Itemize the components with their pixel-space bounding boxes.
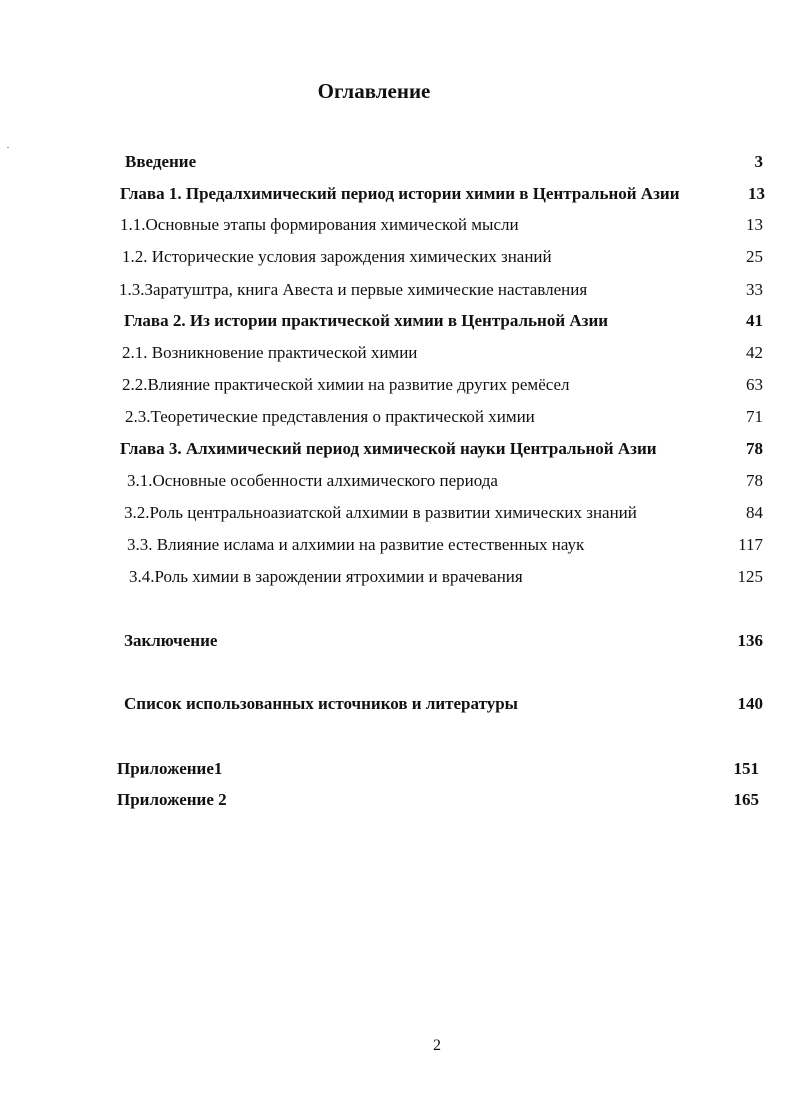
toc-entry-conclusion[interactable] (124, 629, 763, 653)
toc-entry-section-2-2[interactable] (122, 373, 763, 397)
toc-entry-section-1-2[interactable] (122, 245, 763, 269)
toc-entry-text: 3.3. Влияние ислама и алхимии на развитие естественных наук (127, 535, 585, 554)
toc-entry-text: Глава 3. Алхимический период химической науки Центральной Азии (120, 439, 657, 458)
toc-entry-section-1-1[interactable] (120, 213, 763, 237)
toc-entry-text: Глава 2. Из истории практической химии в Центральной Азии (124, 311, 609, 330)
toc-entry-text: Заключение (124, 631, 218, 650)
toc-entry-page: 117 (738, 535, 763, 554)
toc-entry-text: 3.1.Основные особенности алхимического периода (127, 471, 498, 490)
toc-entry-page: 151 (733, 759, 759, 778)
toc-entry-page: 13 (746, 215, 763, 234)
toc-entry-text: Приложение 2 (117, 790, 227, 809)
toc-entry-appendix-2[interactable] (117, 788, 759, 812)
scan-speck (7, 147, 9, 148)
toc-entry-text: Приложение1 (117, 759, 223, 778)
toc-entry-page: 165 (733, 790, 759, 809)
toc-entry-section-3-1[interactable] (127, 469, 763, 493)
toc-entry-text: 2.2.Влияние практической химии на развитие других ремёсел (122, 375, 570, 394)
toc-entry-section-3-3[interactable] (127, 533, 763, 557)
toc-entry-section-3-4[interactable] (129, 565, 763, 589)
toc-entry-page: 3 (754, 152, 763, 171)
toc-entry-section-2-1[interactable] (122, 341, 763, 365)
toc-entry-page: 42 (746, 343, 763, 362)
toc-entry-introduction[interactable] (125, 150, 763, 174)
toc-entry-text: 1.1.Основные этапы формирования химической мысли (120, 215, 519, 234)
toc-entry-section-1-3[interactable] (119, 278, 763, 302)
toc-entry-text: 3.2.Роль центральноазиатской алхимии в развитии химических знаний (124, 503, 637, 522)
toc-entry-chapter-1[interactable] (120, 182, 765, 206)
toc-entry-text: 1.3.Заратуштра, книга Авеста и первые химические наставления (119, 280, 588, 299)
toc-entry-page: 13 (748, 184, 765, 203)
toc-entry-text: Глава 1. Предалхимический период истории химии в Центральной Азии (120, 184, 680, 203)
toc-entry-section-2-3[interactable] (125, 405, 763, 429)
toc-entry-text: 2.3.Теоретические представления о практической химии (125, 407, 535, 426)
toc-entry-page: 71 (746, 407, 763, 426)
toc-entry-page: 84 (746, 503, 763, 522)
toc-entry-page: 25 (746, 247, 763, 266)
toc-entry-page: 41 (746, 311, 763, 330)
toc-entry-text: 2.1. Возникновение практической химии (122, 343, 418, 362)
toc-entry-page: 78 (746, 471, 763, 490)
toc-entry-text: Список использованных источников и литературы (124, 694, 518, 713)
page-number: 2 (433, 1037, 441, 1054)
toc-entry-page: 136 (737, 631, 763, 650)
toc-entry-text: Введение (125, 152, 197, 171)
toc-entry-appendix-1[interactable] (117, 757, 759, 781)
toc-entry-text: 1.2. Исторические условия зарождения химических знаний (122, 247, 552, 266)
toc-entry-bibliography[interactable] (124, 692, 763, 716)
toc-entry-page: 140 (737, 694, 763, 713)
toc-entry-page: 63 (746, 375, 763, 394)
toc-entry-text: 3.4.Роль химии в зарождении ятрохимии и врачевания (129, 567, 523, 586)
toc-entry-page: 125 (737, 567, 763, 586)
toc-entry-chapter-3[interactable] (120, 437, 763, 461)
page-title: Оглавление (317, 79, 431, 103)
toc-entry-chapter-2[interactable] (124, 309, 763, 333)
toc-entry-page: 78 (746, 439, 763, 458)
toc-entry-page: 33 (746, 280, 763, 299)
toc-entry-section-3-2[interactable] (124, 501, 763, 525)
